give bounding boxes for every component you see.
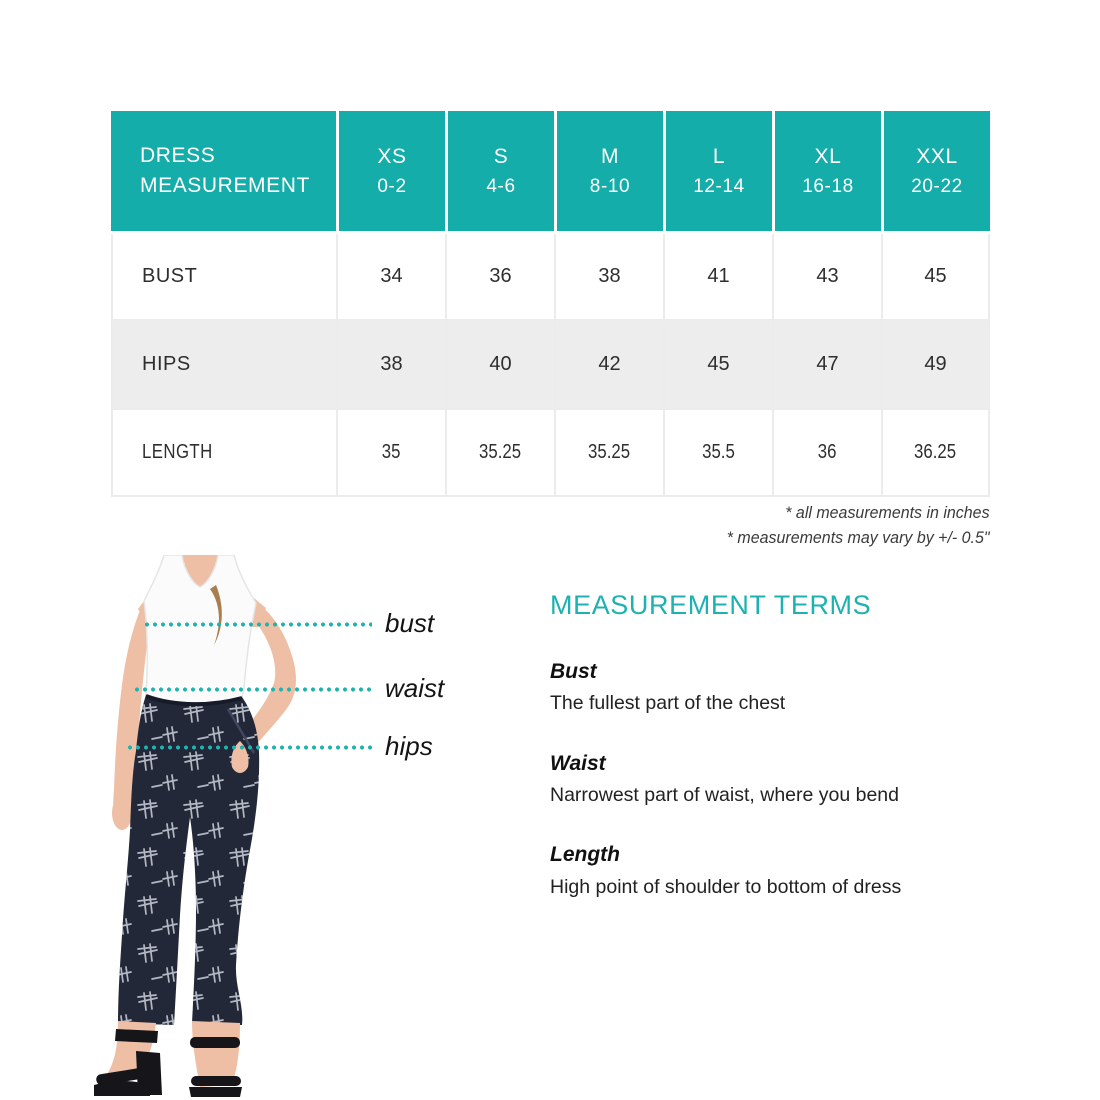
model-photo [88,555,340,1100]
footnote: * measurements may vary by +/- 0.5" [727,527,990,547]
size-range: 0-2 [377,175,407,197]
size-range: 8-10 [589,175,631,197]
hips-measurement-line [126,745,372,750]
waist-measurement-line [133,687,372,692]
table-cell: 35.5 [663,410,772,497]
table-cell: 45 [881,234,990,321]
table-cell: 35.25 [554,410,663,497]
size-code: XS [377,144,407,168]
row-label: LENGTH [111,410,336,497]
column-header-xxl [881,111,990,234]
size-range: 12-14 [693,175,745,197]
term-definition: High point of shoulder to bottom of dress [550,875,902,898]
waist-line-label: waist [385,673,445,703]
size-table-header-row [111,111,990,234]
footnotes [710,501,990,550]
table-cell: 34 [336,234,445,321]
size-code: L [712,144,726,168]
table-cell: 35 [336,410,445,497]
row-label: BUST [111,234,336,321]
table-cell: 36.25 [881,410,990,497]
column-header-l [663,111,772,234]
table-cell: 41 [663,234,772,321]
table-cell: 38 [554,234,663,321]
table-cell: 35.25 [445,410,554,497]
term-waist [550,750,1020,809]
column-header-xl [772,111,881,234]
terms-heading: MEASUREMENT TERMS [550,590,872,620]
model-illustration [88,555,340,1100]
term-definition: Narrowest part of waist, where you bend [550,783,900,806]
size-range: 16-18 [802,175,854,197]
table-cell: 38 [336,321,445,410]
table-cell: 36 [772,410,881,497]
size-code: XXL [916,144,958,168]
table-row-bust [111,234,990,321]
table-cell: 47 [772,321,881,410]
size-code: M [600,144,620,168]
row-label: HIPS [111,321,336,410]
table-row-hips [111,321,990,410]
table-cell: 42 [554,321,663,410]
term-name: Waist [550,751,606,775]
footnote: * all measurements in inches [785,503,990,522]
size-range: 20-22 [911,175,963,197]
table-cell: 49 [881,321,990,410]
size-table [111,111,990,497]
column-header-s [445,111,554,234]
bust-measurement-line [143,622,372,627]
term-length [550,841,1020,900]
table-cell: 36 [445,234,554,321]
term-definition: The fullest part of the chest [550,692,786,715]
column-header-m [554,111,663,234]
table-title-cell: DRESS MEASUREMENT [111,111,336,234]
term-name: Bust [550,660,597,683]
hips-line-label: hips [385,731,433,761]
size-code: XL [814,144,842,168]
table-cell: 43 [772,234,881,321]
table-cell: 40 [445,321,554,410]
size-range: 4-6 [486,175,516,197]
column-header-xs [336,111,445,234]
term-bust [550,658,1020,717]
measurement-terms-section [550,590,1020,933]
term-name: Length [550,843,620,867]
table-row-length [111,410,990,497]
size-code: S [493,144,509,168]
table-cell: 45 [663,321,772,410]
bust-line-label: bust [385,608,435,638]
